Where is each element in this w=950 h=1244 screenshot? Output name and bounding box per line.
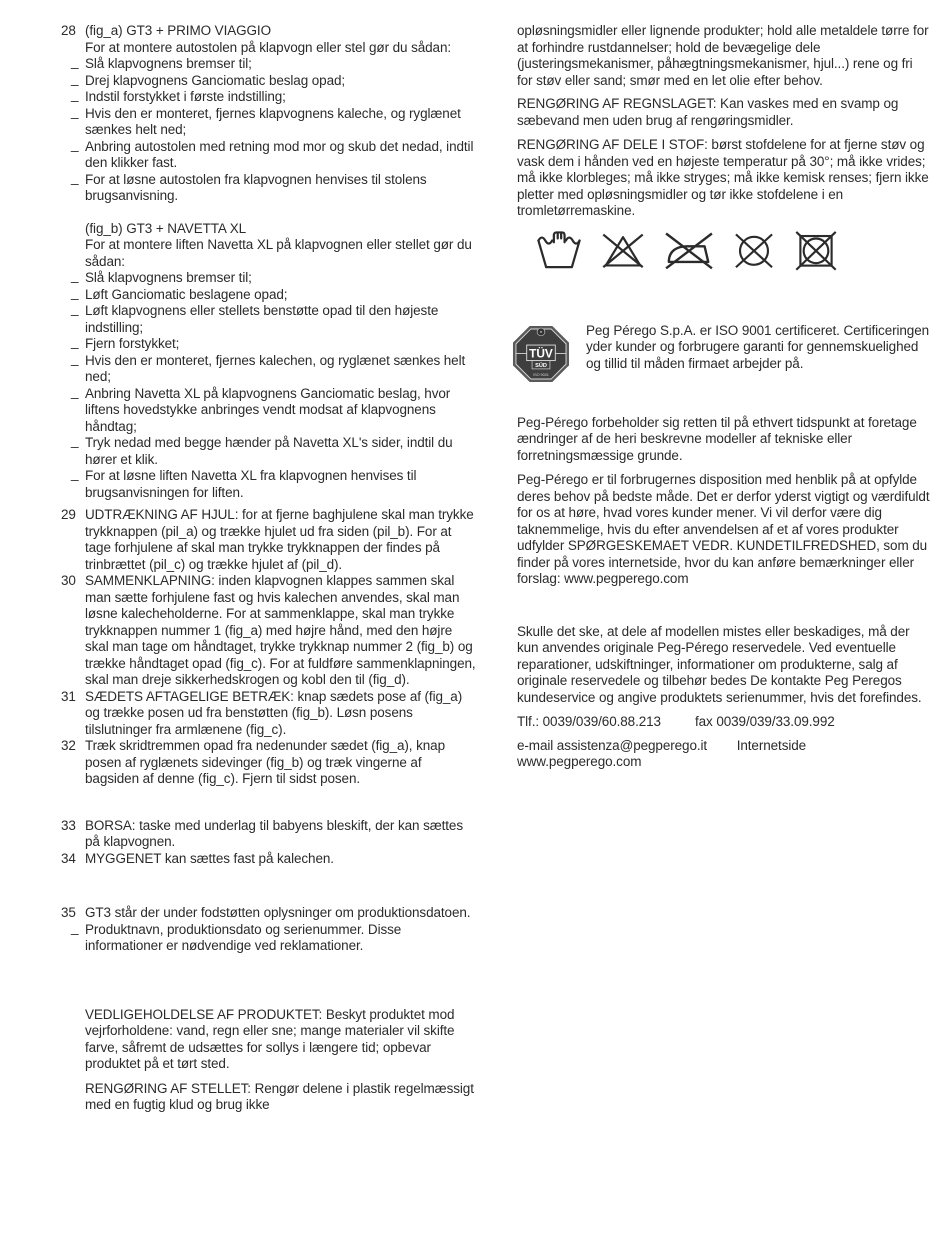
list-item — [71, 466, 477, 501]
bullet-text: Hvis den er monteret, fjernes klapvognens kaleche, og ryglænet sænkes helt ned; — [85, 105, 461, 137]
bullet-marker: _ — [71, 334, 79, 349]
contact-email-line — [517, 738, 930, 771]
item-number: 35 — [61, 905, 76, 920]
item-number: 29 — [61, 507, 76, 522]
item-number: 33 — [61, 817, 76, 833]
website-address: Internetside www.pegperego.com — [517, 737, 807, 769]
tuv-sud-logo — [511, 323, 571, 385]
bullet-text: Slå klapvognens bremser til; — [85, 270, 252, 285]
care-symbols-row — [517, 224, 930, 272]
item-number: 31 — [61, 688, 76, 704]
item-text: SÆDETS AFTAGELIGE BETRÆK: knap sædets pose af (fig_a) og trække posen ud fra benstøtten (fig_b). Løsn posens tilslutninger fra armlænene (fig_c). — [85, 688, 463, 737]
left-column — [61, 23, 477, 1114]
bullet-marker: _ — [71, 350, 79, 366]
list-item — [71, 919, 477, 955]
paragraph-iso-certification: Peg Pérego S.p.A. er ISO 9001 certificeret. Certificeringen yder kunder og forbrugere garanti for gennemskuelighed og tillid til måden firmaet arbejder på. — [586, 322, 930, 371]
instruction-item-32 — [61, 738, 477, 788]
paragraph-frame-cleaning-continuation: opløsningsmidler eller lignende produkter; hold alle metaldele tørre for at forhindre rustdannelser; hold de bevægelige dele (justeringsmekanismer, påhægtningsmekanismer, hjul...) rene og fri for støv eller sand; smør med en let olie efter behov. — [517, 23, 929, 88]
item-number: 30 — [61, 573, 76, 588]
right-column — [517, 23, 930, 771]
item-text: UDTRÆKNING AF HJUL: for at fjerne baghjulene skal man trykke trykknappen (pil_a) og trække hjulet ud fra siden (pil_b). For at tage forhjulene af skal man trykke trykknappen der findes på trinbrættet (pil_c) og trække hjulet af (pil_d). — [85, 507, 474, 572]
instruction-item-31 — [61, 688, 477, 739]
do-not-bleach-icon — [599, 228, 647, 272]
instruction-item-28b — [71, 220, 477, 502]
list-item — [71, 433, 477, 468]
item-title: (fig_b) GT3 + NAVETTA XL — [85, 220, 247, 236]
instruction-item-33 — [61, 817, 477, 851]
list-item — [71, 268, 477, 287]
hand-wash-icon — [535, 228, 583, 272]
tuv-iso-text: ISO 9001 — [533, 371, 549, 377]
item-text: BORSA: taske med underlag til babyens bleskift, der kan sættes på klapvognen. — [85, 817, 463, 849]
bullet-text: Produktnavn, produktionsdato og serienummer. Disse informationer er nødvendige ved reklamationer. — [85, 921, 402, 953]
instruction-item-30 — [61, 573, 477, 689]
bullet-marker: _ — [71, 919, 79, 935]
list-item — [71, 169, 477, 205]
list-item — [71, 87, 477, 106]
instruction-item-29 — [61, 507, 477, 573]
item-number: 34 — [61, 850, 76, 866]
phone-number: Tlf.: 0039/039/60.88.213 — [517, 714, 661, 729]
bullet-text: For at løsne liften Navetta XL fra klapvognen henvises til brugsanvisningen for liften. — [85, 468, 417, 500]
item-text: Træk skridtremmen opad fra nedenunder sædet (fig_a), knap posen af ryglænets sidevinger (fig_b) og træk vingerne af bagsiden af denne (fig_c). Fjern til sidst posen. — [85, 738, 445, 786]
do-not-iron-icon — [663, 228, 715, 272]
tuv-brand-text: TÜV — [529, 345, 553, 360]
list-item — [71, 54, 477, 73]
list-item — [71, 136, 477, 172]
bullet-marker: _ — [71, 433, 79, 448]
bullet-list — [71, 54, 477, 205]
contact-phone-line — [517, 714, 930, 731]
bullet-list — [71, 268, 477, 501]
list-item — [71, 334, 477, 353]
paragraph-changes-notice: Peg-Pérego forbeholder sig retten til på ethvert tidspunkt at foretage ændringer af de heri beskrevne modeller af tekniske eller forretningsmæssige grunde. — [517, 414, 917, 463]
bullet-text: Fjern forstykket; — [85, 336, 180, 351]
bullet-marker: _ — [71, 268, 79, 283]
bullet-marker: _ — [71, 466, 79, 481]
item-text: MYGGENET kan sættes fast på kalechen. — [85, 850, 334, 866]
paragraph-maintenance: VEDLIGEHOLDELSE AF PRODUKTET: Beskyt produktet mod vejrforholdene: vand, regn eller sne; mange materialer vil skifte farve, såfremt de udsættes for sollys i længere tid; opbevar produktet på et tørt sted. — [85, 1006, 455, 1071]
email-address: e-mail assistenza@pegperego.it — [517, 737, 708, 753]
bullet-marker: _ — [71, 87, 79, 102]
bullet-text: Drej klapvognens Ganciomatic beslag opad; — [85, 72, 346, 88]
instruction-item-28 — [61, 23, 477, 205]
list-item — [71, 70, 477, 90]
bullet-marker: _ — [71, 284, 79, 300]
bullet-marker: _ — [71, 301, 79, 316]
bullet-marker: _ — [71, 70, 79, 86]
bullet-text: Tryk nedad med begge hænder på Navetta XL's sider, indtil du hører et klik. — [85, 435, 453, 467]
list-item — [71, 284, 477, 304]
do-not-dry-clean-icon — [731, 228, 777, 272]
paragraph-fabric-cleaning: RENGØRING AF DELE I STOF: børst stofdelene for at fjerne støv og vask dem i hånden ved en højeste temperatur på 30°; må ikke vrides; må ikke klorbleges; må ikke stryges; må ikke kemisk renses; fjern ikke pletter med opløsningsmidler og tør ikke stofdelene i en tromletørremaskine. — [517, 137, 929, 218]
bullet-text: Slå klapvognens bremser til; — [85, 56, 252, 71]
bullet-text: Anbring Navetta XL på klapvognens Ganciomatic beslag, hvor liftens hovedstykke anbringes vendt modsat af klapvognens håndtag; — [85, 385, 451, 434]
item-text: SAMMENKLAPNING: inden klapvognen klappes sammen skal man sætte forhjulene fast og hvis kalechen anvendes, skal man løsne kalecheholderne. For at sammenklappe, skal man trykke trykknappen nummer 1 (fig_a) med højre hånd, med den højre skal man tage om håndtaget, trykke trykknap nummer 2 (fig_b) og trække håndtaget opad (fig_c). For at fuldføre sammenklapningen, skal man dreje sikkerhedskrogen og kobl den til (fig_d). — [85, 573, 476, 687]
paragraph-customer-notice: Peg-Pérego er til forbrugernes disposition med henblik på at opfylde deres behov på bedste måde. Det er derfor yderst vigtigt og værdifuldt for os at høre, hvad vores kunder mener. Vi vil derfor være dig taknemmelige, hvis du efter anvendelsen af et af vores produkter udfylder SPØRGESKEMAET VEDR. KUNDETILFREDSHED, som du finder på vores internetside, hvor du kan anføre bemærkninger eller forslag: www.pegperego.com — [517, 472, 930, 586]
instruction-item-35 — [61, 905, 477, 955]
paragraph-frame-cleaning: RENGØRING AF STELLET: Rengør delene i plastik regelmæssigt med en fugtig klud og brug ikke — [85, 1080, 474, 1112]
bullet-text: Løft klapvognens eller stellets benstøtte opad til den højeste indstilling; — [85, 303, 439, 335]
item-number: 32 — [61, 738, 76, 753]
paragraph-spare-parts: Skulle det ske, at dele af modellen mistes eller beskadiges, må der kun anvendes originale Peg-Pérego reservedele. Ved eventuelle reparationer, udskiftninger, informationer om produkterne, salg af originale reservedele og tilbehør bedes De kontakte Peg Peregos kundeservice og angive produktets serienummer, hvis det forefindes. — [517, 623, 922, 705]
list-item — [71, 383, 477, 436]
bullet-list — [71, 919, 477, 955]
bullet-marker: _ — [71, 136, 79, 152]
list-item — [71, 103, 477, 139]
bullet-text: Indstil forstykket i første indstilling; — [85, 89, 286, 104]
instruction-item-34 — [61, 850, 477, 868]
bullet-marker: _ — [71, 383, 79, 399]
bullet-text: Hvis den er monteret, fjernes kalechen, og ryglænet sænkes helt ned; — [85, 352, 466, 384]
tuv-region-text: SÜD — [535, 362, 547, 369]
item-text: GT3 står der under fodstøtten oplysninger om produktionsdatoen. — [85, 905, 471, 920]
bullet-marker: _ — [71, 103, 79, 119]
bullet-text: For at løsne autostolen fra klapvognen henvises til stolens brugsanvisning. — [85, 171, 427, 203]
item-number: 28 — [61, 23, 76, 38]
item-intro: For at montere liften Navetta XL på klapvognen eller stellet gør du sådan: — [85, 237, 472, 269]
paragraph-raincover-cleaning: RENGØRING AF REGNSLAGET: Kan vaskes med en svamp og sæbevand men uden brug af rengøringsmidler. — [517, 96, 899, 128]
item-title: (fig_a) GT3 + PRIMO VIAGGIO — [85, 23, 271, 38]
do-not-tumble-dry-icon — [793, 228, 839, 272]
bullet-text: Anbring autostolen med retning mod mor og skub det nedad, indtil den klikker fast. — [85, 138, 474, 170]
item-intro: For at montere autostolen på klapvogn eller stel gør du sådan: — [85, 39, 452, 55]
bullet-marker: _ — [71, 169, 79, 185]
fax-number: fax 0039/039/33.09.992 — [694, 714, 835, 729]
tuv-certification — [511, 323, 930, 385]
bullet-marker: _ — [71, 54, 79, 69]
list-item — [71, 350, 477, 386]
bullet-text: Løft Ganciomatic beslagene opad; — [85, 286, 288, 302]
list-item — [71, 301, 477, 336]
